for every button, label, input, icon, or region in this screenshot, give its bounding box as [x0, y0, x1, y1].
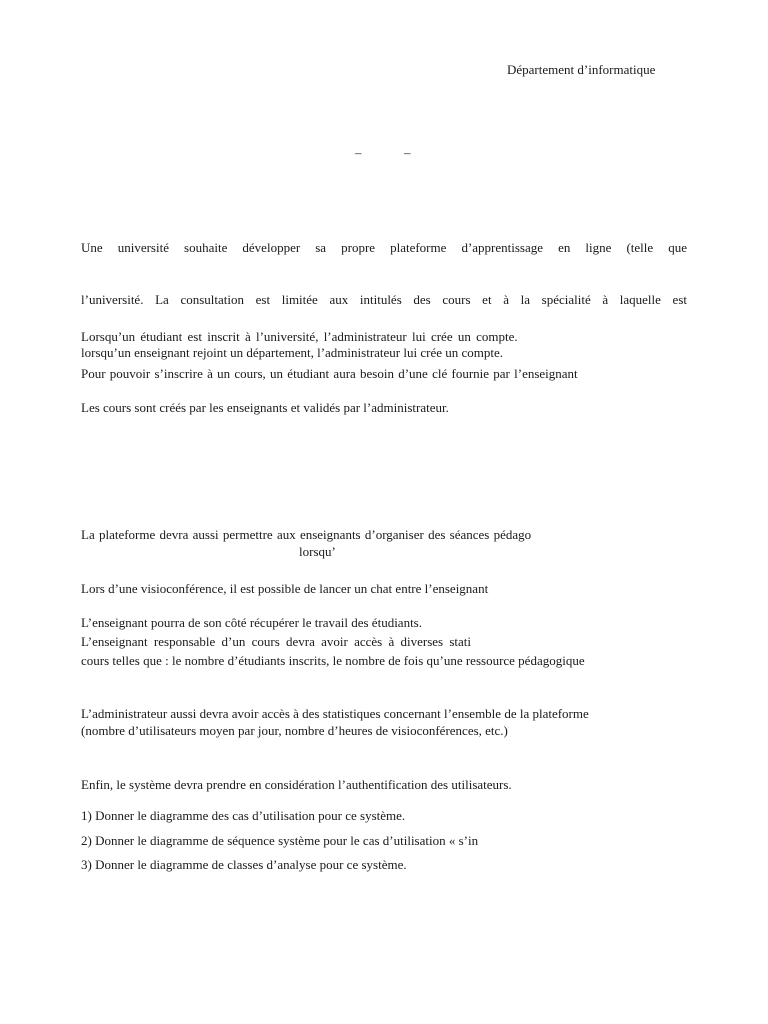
paragraph-teacher-stats: L’enseignant responsable d’un cours devra avoir accès à diverses stati: [81, 634, 472, 649]
paragraph-teacher-account: lorsqu’un enseignant rejoint un département, l’administrateur lui crée un compte.: [81, 345, 504, 360]
paragraph-sessions: La plateforme devra aussi permettre aux enseignants d’organiser des séances pédago: [81, 527, 532, 542]
paragraph-admin-stats: L’administrateur aussi devra avoir accès à des statistiques concernant l’ensemble de la plateforme: [81, 706, 589, 721]
question-1: 1) Donner le diagramme des cas d’utilisation pour ce système.: [81, 808, 406, 823]
paragraph-intro: Une université souhaite développer sa propre plateforme d’apprentissage en ligne (telle que: [81, 240, 687, 255]
paragraph-course-key: Pour pouvoir s’inscrire à un cours, un étudiant aura besoin d’une clé fournie par l’enseignant: [81, 366, 578, 381]
department-header: Département d’informatique: [507, 62, 656, 77]
paragraph-student-account: Lorsqu’un étudiant est inscrit à l’université, l’administrateur lui crée un compte.: [81, 329, 518, 344]
paragraph-sessions-fragment: lorsqu’: [299, 544, 336, 559]
paragraph-teacher-work: L’enseignant pourra de son côté récupérer le travail des étudiants.: [81, 615, 422, 630]
paragraph-admin-stats-detail: (nombre d’utilisateurs moyen par jour, nombre d’heures de visioconférences, etc.): [81, 723, 508, 738]
paragraph-videoconference: Lors d’une visioconférence, il est possible de lancer un chat entre l’enseignant: [81, 581, 489, 596]
title-dash-right: –: [404, 145, 411, 160]
question-3: 3) Donner le diagramme de classes d’analyse pour ce système.: [81, 857, 407, 872]
paragraph-course-stats: cours telles que : le nombre d’étudiants inscrits, le nombre de fois qu’une ressource pédagogique: [81, 653, 585, 668]
title-dash-left: –: [355, 145, 362, 160]
paragraph-authentication: Enfin, le système devra prendre en considération l’authentification des utilisateurs.: [81, 777, 512, 792]
paragraph-course-creation: Les cours sont créés par les enseignants et validés par l’administrateur.: [81, 400, 449, 415]
paragraph-consultation: l’université. La consultation est limitée aux intitulés des cours et à la spécialité à laquelle est: [81, 292, 687, 307]
question-2: 2) Donner le diagramme de séquence système pour le cas d’utilisation « s’in: [81, 833, 479, 848]
